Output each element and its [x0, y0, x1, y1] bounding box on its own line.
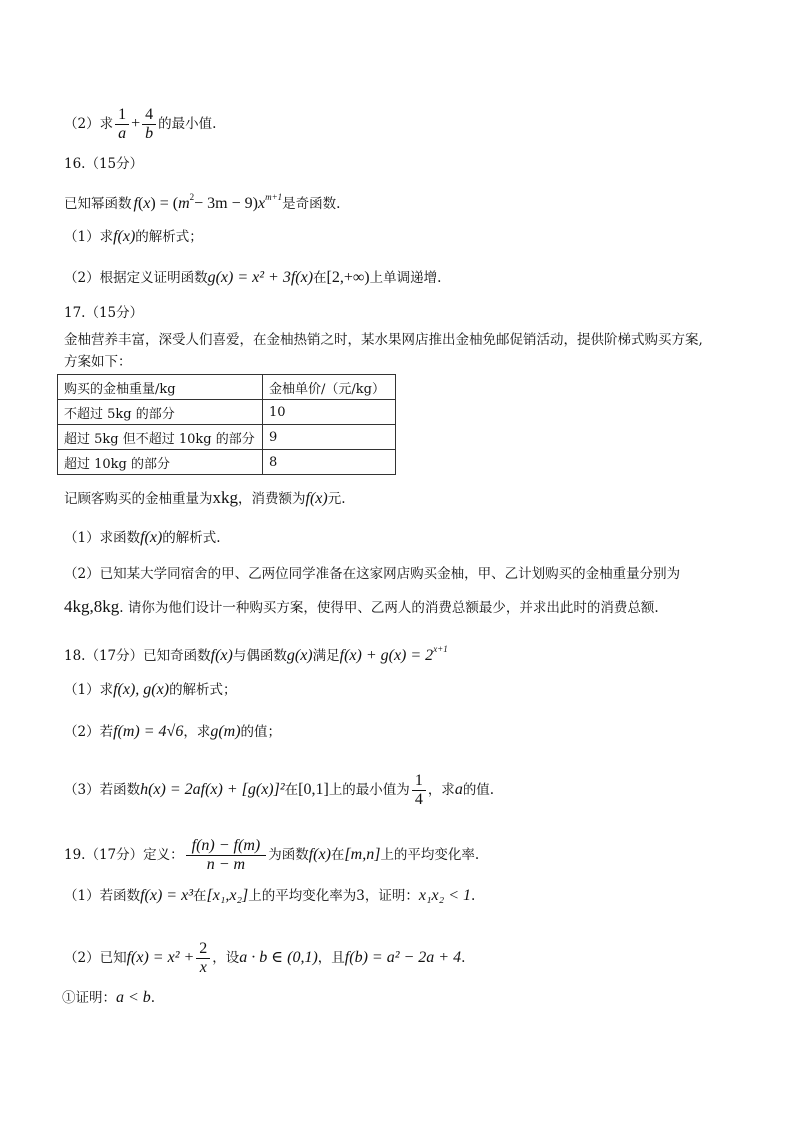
price-table — [57, 374, 396, 475]
table-cell: 超过 5kg 但不超过 10kg 的部分 — [58, 425, 263, 450]
fraction-one-quarter: $\frac{1}{4}$ — [412, 772, 426, 809]
q15-part2: （2）求 $\frac{1}{a}$ + $\frac{4}{b}$ 的最小值. — [64, 106, 217, 142]
q16-part1: （1）求f(x)的解析式； — [64, 228, 203, 245]
q19-heading: 19.（17分）定义： $\frac{f(n) - f(m)}{n - m}$ 为函数f(x)在[m,n]上的平均变化率. — [64, 837, 480, 873]
table-cell: 8 — [263, 450, 396, 475]
q19-part2-i: ①证明：a < b. — [62, 989, 156, 1006]
table-row — [58, 425, 396, 450]
table-cell: 10 — [263, 400, 396, 425]
q17-intro-1: 金柚营养丰富，深受人们喜爱，在金柚热销之时，某水果网店推出金柚免邮促销活动，提供阶梯式购买方案, — [64, 332, 703, 348]
table-row — [58, 400, 396, 425]
table-header-row — [58, 375, 396, 400]
average-rate-fraction: $\frac{f(n) - f(m)}{n - m}$ — [186, 837, 267, 874]
table-cell: 超过 10kg 的部分 — [58, 450, 263, 475]
table-header-cell: 金柚单价/（元/kg） — [263, 375, 396, 400]
table-cell: 不超过 5kg 的部分 — [58, 400, 263, 425]
fraction-1-over-a: $\frac{1}{a}$ — [115, 106, 129, 143]
table-cell: 9 — [263, 425, 396, 450]
q17-part2-line2: 4kg,8kg. 请你为他们设计一种购买方案，使得甲、乙两人的消费总额最少，并求出此时的消费总额. — [64, 597, 659, 616]
q17-heading: 17.（15分） — [64, 305, 144, 321]
q18-part3: （3）若函数h(x) = 2af(x) + [g(x)]²在[0,1]上的最小值为 $\frac{1}{4}$ ，求a的值. — [64, 772, 495, 808]
fraction-2-over-x: $\frac{2}{x}$ — [196, 940, 210, 977]
q16-intro: 已知幂函数 $f(x) = (m^2- 3m - 9)x^{m+1}$是奇函数. — [64, 192, 341, 212]
q16-heading: 16.（15分） — [64, 156, 144, 172]
q17-intro-2: 方案如下： — [64, 354, 132, 370]
q19-part1: （1）若函数f(x) = x³在[x₁,x₂]上的平均变化率为3，证明：x₁x₂ < 1. — [64, 887, 476, 904]
q19-part2: （2）已知f(x) = x² + $\frac{2}{x}$ ，设a · b ∈ (0,1)，且f(b) = a² − 2a + 4. — [64, 940, 466, 976]
q17-part1: （1）求函数f(x)的解析式. — [64, 529, 221, 546]
table-row — [58, 450, 396, 475]
q18-heading: 18.（17分）已知奇函数f(x)与偶函数g(x)满足$f(x) + g(x) = 2^{x+1}$ — [64, 644, 448, 664]
q18-part1: （1）求f(x), g(x)的解析式； — [64, 681, 237, 698]
q17-after-table: 记顾客购买的金柚重量为xkg，消费额为f(x)元. — [64, 488, 346, 507]
q16-part2: （2）根据定义证明函数g(x) = x² + 3f(x)在[2,+∞)上单调递增. — [64, 269, 442, 286]
q17-part2-line1: （2）已知某大学同宿舍的甲、乙两位同学准备在这家网店购买金柚，甲、乙计划购买的金柚重量分别为 — [64, 566, 681, 582]
q18-part2: （2）若f(m) = 4√6，求g(m)的值； — [64, 723, 282, 740]
fraction-4-over-b: $\frac{4}{b}$ — [142, 106, 156, 143]
table-header-cell: 购买的金柚重量/kg — [58, 375, 263, 400]
